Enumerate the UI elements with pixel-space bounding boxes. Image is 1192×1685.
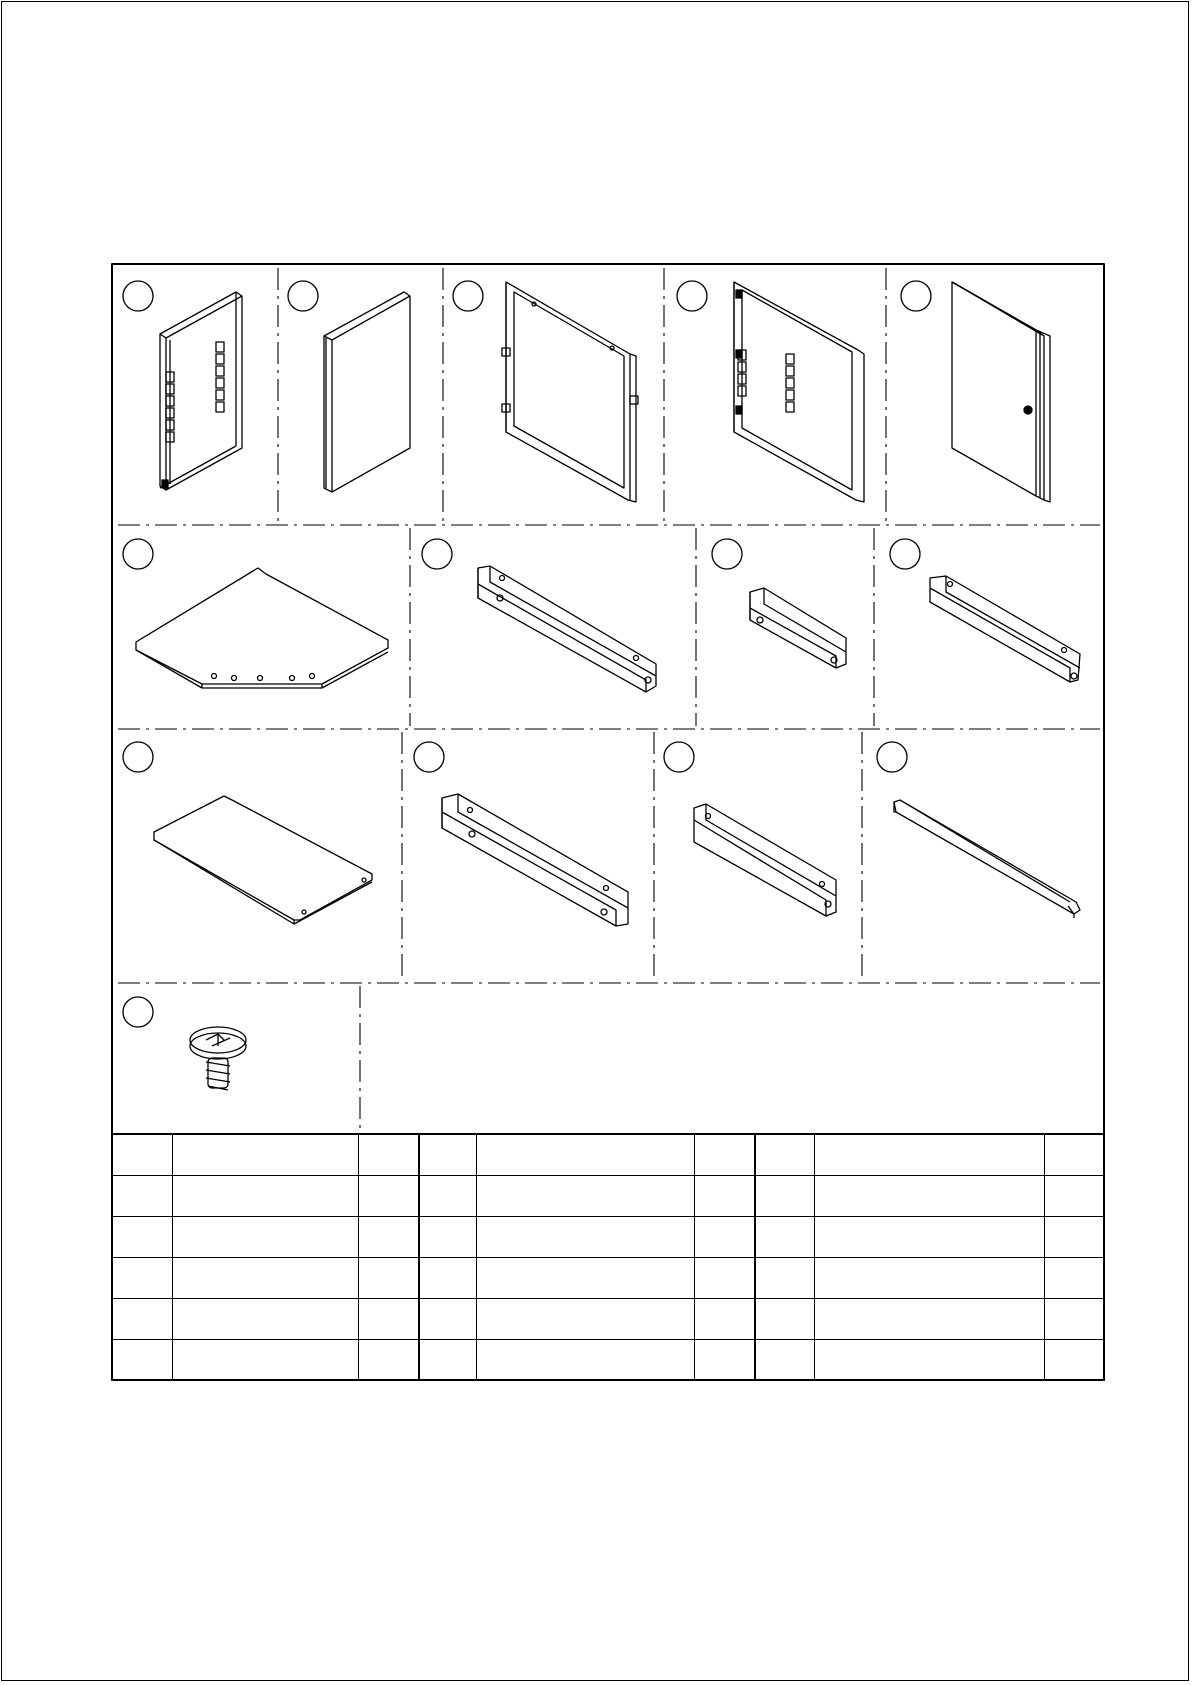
part-11-circle [414, 742, 444, 772]
part-1-side-panel-icon [160, 292, 242, 490]
cell-no [755, 1340, 815, 1381]
cell-qty [695, 1258, 755, 1299]
cell-no [113, 1299, 173, 1340]
cell-description [173, 1176, 359, 1217]
part-2-circle [288, 281, 318, 311]
cell-qty [1045, 1299, 1105, 1340]
part-2-narrow-panel-icon [324, 292, 410, 492]
cell-qty [695, 1299, 755, 1340]
cell-qty [359, 1299, 419, 1340]
cell-no [419, 1135, 477, 1176]
cell-description [477, 1340, 695, 1381]
cell-qty [695, 1340, 755, 1381]
cell-qty [359, 1135, 419, 1176]
part-3-circle [453, 281, 483, 311]
cell-no [755, 1217, 815, 1258]
cell-qty [359, 1176, 419, 1217]
cell-no [755, 1258, 815, 1299]
cell-description [173, 1258, 359, 1299]
table-row [113, 1258, 1105, 1299]
part-12-circle [664, 742, 694, 772]
part-10-shelf-icon [154, 796, 372, 924]
table-row [113, 1135, 1105, 1176]
cell-qty [359, 1340, 419, 1381]
part-8-short-rail-icon [750, 588, 846, 668]
part-13-brace-bar-icon [894, 800, 1080, 918]
cell-no [419, 1217, 477, 1258]
cell-qty [359, 1217, 419, 1258]
cell-description [173, 1299, 359, 1340]
cell-qty [1045, 1340, 1105, 1381]
table-row [113, 1340, 1105, 1381]
cell-qty [1045, 1176, 1105, 1217]
part-13-circle [877, 742, 907, 772]
part-14-circle [123, 997, 153, 1027]
part-5-circle [901, 281, 931, 311]
cell-description [477, 1258, 695, 1299]
cell-no [419, 1340, 477, 1381]
cell-no [755, 1299, 815, 1340]
part-3-frame-panel-icon [502, 282, 638, 502]
cell-qty [695, 1217, 755, 1258]
cell-qty [695, 1176, 755, 1217]
cell-no [113, 1258, 173, 1299]
part-9-angle-rail-icon [930, 576, 1080, 682]
cell-description [815, 1135, 1045, 1176]
part-4-side-panel-icon [734, 282, 864, 502]
part-7-circle [422, 539, 452, 569]
cell-no [113, 1340, 173, 1381]
cell-description [173, 1135, 359, 1176]
part-10-circle [123, 742, 153, 772]
part-6-circle [123, 539, 153, 569]
cell-separators [118, 268, 1100, 1128]
part-9-circle [890, 539, 920, 569]
part-12-flat-rail-icon [694, 804, 836, 916]
cell-qty [359, 1258, 419, 1299]
cell-description [477, 1299, 695, 1340]
cell-no [113, 1217, 173, 1258]
cell-description [173, 1217, 359, 1258]
part-14-screw-icon [190, 1027, 246, 1090]
cell-description [477, 1176, 695, 1217]
table-row [113, 1217, 1105, 1258]
cell-description [173, 1340, 359, 1381]
cell-no [755, 1135, 815, 1176]
part-11-channel-rail-icon [442, 794, 628, 926]
cell-qty [1045, 1217, 1105, 1258]
cell-description [477, 1217, 695, 1258]
cell-description [815, 1176, 1045, 1217]
cell-no [755, 1176, 815, 1217]
part-7-long-rail-icon [478, 566, 656, 692]
cell-qty [1045, 1258, 1105, 1299]
parts-list-table [112, 1134, 1105, 1381]
part-8-circle [712, 539, 742, 569]
cell-no [113, 1135, 173, 1176]
part-1-circle [123, 281, 153, 311]
cell-qty [1045, 1135, 1105, 1176]
cell-no [113, 1176, 173, 1217]
cell-description [477, 1135, 695, 1176]
table-row [113, 1299, 1105, 1340]
part-6-corner-top-icon [136, 568, 388, 688]
cell-description [815, 1299, 1045, 1340]
cell-no [419, 1299, 477, 1340]
cell-no [419, 1258, 477, 1299]
cell-no [419, 1176, 477, 1217]
part-4-circle [677, 281, 707, 311]
part-5-door-icon [952, 282, 1050, 502]
cell-qty [695, 1135, 755, 1176]
cell-description [815, 1217, 1045, 1258]
table-row [113, 1176, 1105, 1217]
cell-description [815, 1258, 1045, 1299]
cell-description [815, 1340, 1045, 1381]
